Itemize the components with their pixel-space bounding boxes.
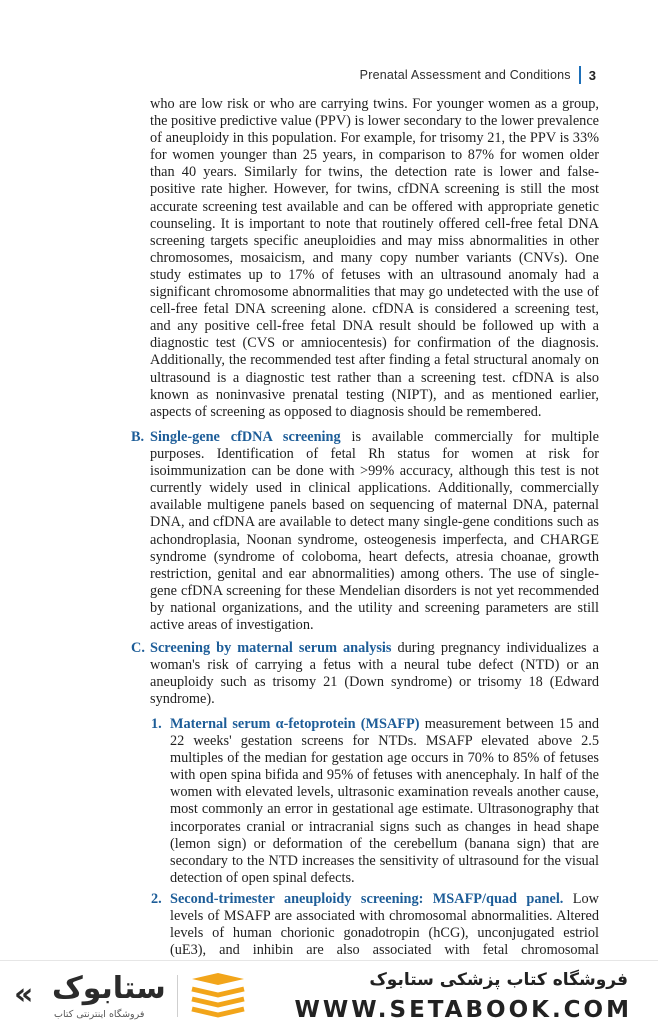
footer-divider — [177, 975, 178, 1017]
section-c — [131, 640, 599, 708]
running-header — [360, 66, 596, 84]
website-link[interactable]: WWW.SETABOOK.COM — [294, 997, 632, 1023]
double-arrow-icon: « — [14, 977, 28, 1012]
section-b-text: is available commercially for multiple purposes. Identification of fetal Rh status for women at risk for isoimmunization can be done with >99% accuracy, although this test is not currently widely used in clinical applications. Additionally, commercially available multigene panels based on sequencing of maternal DNA, paternal DNA, and cfDNA are available to detect many single-gene conditions such as achondroplasia, Noonan syndrome, osteogenesis imperfecta, and CHARGE syndrome (syndrome of coloboma, heart defects, atresia choanae, growth restriction, genital and ear abnormalities) among others. The use of single-gene cfDNA screening for these Mendelian disorders is not yet recommended by national organizations, and the utility and screening parameters are still active areas of investigation. — [150, 429, 599, 634]
shop-title: فروشگاه کتاب پزشکی ستابوک — [369, 970, 628, 990]
item-1-number: 1. — [151, 716, 162, 732]
section-c-heading: Screening by maternal serum analysis — [150, 640, 392, 656]
item-1 — [151, 716, 599, 887]
header-divider — [579, 66, 581, 84]
item-2-number: 2. — [151, 891, 162, 907]
page-number: 3 — [588, 67, 596, 83]
item-2-text: Low levels of MSAFP are associated with chromosomal abnormalities. Altered levels of human chorionic gonadotropin (hCG), unconjugated estriol (uE3), and inhibin are also associated with fetal chromosomal — [170, 891, 599, 959]
section-b-paragraph — [150, 429, 599, 634]
section-b — [131, 429, 599, 634]
logo-subtitle: فروشگاه اینترنتی کتاب — [54, 1009, 145, 1020]
section-b-letter: B. — [131, 429, 145, 445]
section-c-letter: C. — [131, 640, 145, 656]
item-1-paragraph — [170, 716, 599, 887]
section-b-heading: Single-gene cfDNA screening — [150, 429, 341, 445]
setabook-logo[interactable] — [14, 967, 164, 1025]
section-c-text: during pregnancy individualizes a woman's risk of carrying a fetus with a neural tube defect (NTD) or an aneuploidy such as trisomy 21 (Down syndrome) or trisomy 18 (Edward syndrome). — [150, 640, 599, 708]
item-1-heading: Maternal serum α-fetoprotein (MSAFP) — [170, 716, 420, 732]
section-c-paragraph — [150, 640, 599, 708]
logo-wordmark: ستابوک — [52, 971, 166, 1006]
stacked-books-icon — [188, 971, 248, 1021]
item-1-text: measurement between 15 and 22 weeks' gestation screens for NTDs. MSAFP elevated above 2.5 multiples of the median for gestation age occurs in 70% to 85% of fetuses with open spina bifida and 95% of fetuses with anencephaly. In half of the women with elevated levels, ultrasonic examination reveals another cause, most commonly an error in gestational age estimate. Ultrasonography that incorporates cranial or intracranial signs such as changes in head shape (lemon sign) or deformation of the cerebellum (banana sign) that are secondary to the NTD increases the sensitivity of ultrasound for the visual detection of open spinal defects. — [170, 716, 599, 886]
watermark-banner[interactable] — [0, 960, 658, 1031]
item-2-heading: Second-trimester aneuploidy screening: MSAFP/quad panel. — [170, 891, 564, 907]
intro-paragraph: who are low risk or who are carrying twins. For younger women as a group, the positive predictive value (PPV) is lower secondary to the lower prevalence of aneuploidy in this population. For example, for trisomy 21, the PPV is 33% for women younger than 25 years, in comparison to 87% for women older than 40 years. Similarly for twins, the detection rate is lower and false-positive rate higher. However, for twins, cfDNA screening is still the most accurate screening test available and can be offered with appropriate genetic counseling. It is important to note that routinely offered cell-free fetal DNA screening targets specific aneuploidies and may miss abnormalities in other chromosomes, mosaicism, and many copy number variants (CNVs). One study estimates up to 17% of fetuses with an ultrasound anomaly had a significant chromosome abnormalities that may go undetected with the use of cell-free fetal DNA screening alone. cfDNA is considered a screening test, and any positive cell-free fetal DNA result should be followed up with a diagnostic test (CVS or amniocentesis) for confirmation of the diagnosis. Additionally, the recommended test after finding a fetal structural anomaly on ultrasound is a diagnostic test rather than a screening test. cfDNA is also known as noninvasive prenatal testing (NIPT), and as mentioned earlier, aspects of screening as opposed to diagnosis should be remembered. — [150, 96, 600, 420]
header-title: Prenatal Assessment and Conditions — [359, 68, 571, 82]
